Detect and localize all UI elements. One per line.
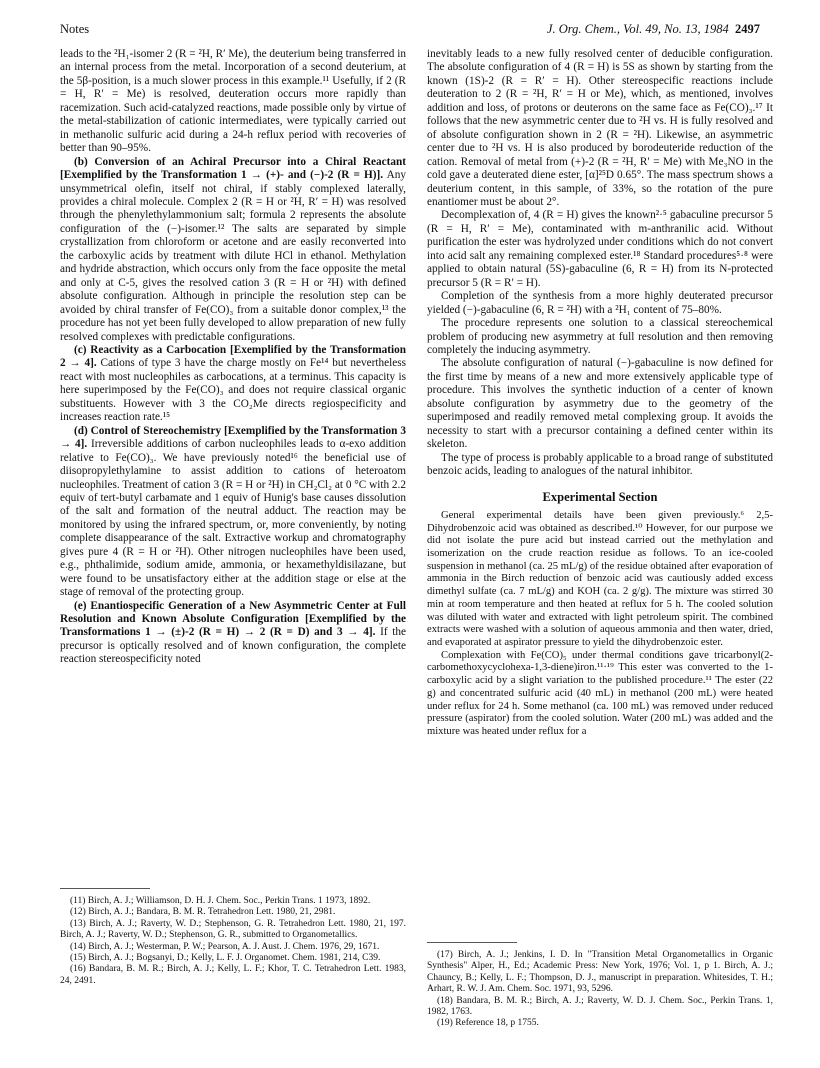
- footnote: (15) Birch, A. J.; Bogsanyi, D.; Kelly, L. F. J. Organomet. Chem. 1981, 214, C39.: [70, 953, 381, 964]
- subsection-text: If the precursor is optically resolved and of known configuration, the complete reaction stereospecificity noted: [60, 626, 406, 666]
- section-label: Notes: [60, 22, 90, 36]
- right-column: [427, 48, 773, 739]
- subsection-d: [60, 425, 406, 600]
- journal-citation: [547, 22, 760, 37]
- journal-name: J. Org. Chem., Vol. 49, No. 13, 1984: [546, 22, 729, 36]
- paragraph: leads to the ²H₁-isomer 2 (R = ²H, R′ Me), the deuterium being transferred in an internal process from the metal. Incorporation of a second deuterium, at the 5β-position, is a much slower process in this example.¹¹ Usefully, if 2 (R = H, R′ = Me) is resolved, deuteration occurs more rapidly than racemization. Such acid-catalyzed reactions, made possible only by virtue of the metal-stabilization of cationic intermediates, were typically carried out in methanolic sulfuric acid during a 24-h reflux period with recoveries of better than 90–95%.: [60, 48, 406, 155]
- footnote-divider: [427, 942, 517, 943]
- footnotes-right: [427, 950, 773, 1030]
- experimental-paragraph: Complexation with Fe(CO)₅ under thermal conditions gave tricarbonyl(2-carbomethoxycyclohexa-1,3-diene)iron.¹¹·¹⁹ This ester was converted to the 1-carboxylic acid by a slight variation to the published procedure.¹¹ The ester (22 g) and concentrated sulfuric acid (40 mL) in methanol (200 mL) were heated under reflux for 24 h. Some methanol (ca. 100 mL) was removed under reduced pressure (aspirator) from the cooled solution. Water (200 mL) was added and the mixture was heated under reflux for a: [427, 649, 773, 737]
- subsection-heading: (b) Conversion of an Achiral Precursor into a Chiral Reactant [Exemplified by the Transformation 1 → (+)- and (−)-2 (R = H)].: [60, 155, 406, 182]
- subsection-b: [60, 156, 406, 344]
- footnote: (14) Birch, A. J.; Westerman, P. W.; Pearson, A. J. Aust. J. Chem. 1976, 29, 1671.: [70, 941, 380, 952]
- subsection-e: [60, 600, 406, 667]
- page-number: 2497: [735, 22, 760, 36]
- paragraph: Decomplexation of, 4 (R = H) gives the known²·⁵ gabaculine precursor 5 (R = H, R′ = Me), contaminated with m-anthranilic acid. Without purification the ester was hydrolyzed under conditions which do not convert into acid salt any remaining complexed ester.¹⁸ Standard procedures⁵·⁸ were applied to obtain natural (5S)-gabaculine (6, R = H) from its N-protected precursor 5 (R = R′ = H).: [427, 209, 773, 289]
- page-header: [52, 22, 768, 40]
- subsection-text: Irreversible additions of carbon nucleophiles leads to α-exo addition relative to Fe(CO)₃. We have previously noted¹⁶ the beneficial use of diisopropylethylamine to assist addition to cations of heteroatom nucleophiles. Treatment of cation 3 (R = H or ²H) in CH₂Cl₂ at 0 °C with 2.2 equiv of tert-butyl carbamate and 1 equiv of Hunig's base causes dissolution of the salt and formation of the neutral adduct. The reaction may be monitored by using the infrared spectrum, or, more conveniently, by noting complete disappearance of the salt. Extractive workup and chromatography gives pure 4 (R = H or ²H). Other nitrogen nucleophiles have been used, e.g., phthalimide, sodium amide, ammonia, or hexamethyldisilazane, but were found to be unsatisfactory either at the addition stage or else at the stage of removal of the protecting group.: [60, 438, 406, 599]
- paragraph: The procedure represents one solution to a classical stereochemical problem of producing new asymmetry at full resolution and then removing completely the inducing asymmetry.: [427, 317, 773, 356]
- footnote: (13) Birch, A. J.; Raverty, W. D.; Stephenson, G. R. Tetrahedron Lett. 1980, 21, 197. Birch, A. J.; Raverty, W. D.; Stephenson, G. R., submitted to Organometallics.: [60, 918, 406, 941]
- footnote: (18) Bandara, B. M. R.; Birch, A. J.; Raverty, W. D. J. Chem. Soc., Perkin Trans. 1, 1982, 1763.: [427, 995, 773, 1018]
- experimental-paragraph: General experimental details have been given previously.⁶ 2,5-Dihydrobenzoic acid was obtained as described.¹⁰ However, for our purpose we did not isolate the pure acid but instead carried out the methylation and isomerization on the crude reaction residue as follows. To an ice-cooled suspension in methanol (ca. 25 mL/g) of the residue obtained after evaporation of ammonia in the Birch reduction of benzoic acid was cautiously added excess dimethyl sulfate (ca. 7 mL/g) and KOH (ca. 2 g/g). The mixture was stirred 30 min at room temperature and then heated at reflux for 5 h. The cooled solution was diluted with water and extracted with light petroleum spirit. The combined extracts were washed with a solution of aqueous ammonia and then water, dried, and evaporated at aspirator pressure to yield the dihydrobenzoic ester.: [427, 509, 773, 648]
- footnote: (17) Birch, A. J.; Jenkins, I. D. In "Transition Metal Organometallics in Organic Synthesis" Alper, H., Ed.; Academic Press: New York, 1976; Vol. 1, p 1. Birch, A. J.; Chauncy, B.; Kelly, L. F.; Thompson, D. J., manuscript in preparation. Whitesides, T. H.; Arhart, R. W. J. Am. Chem. Soc. 1971, 93, 5296.: [427, 950, 773, 995]
- left-column: [60, 48, 406, 667]
- footnote: (16) Bandara, B. M. R.; Birch, A. J.; Kelly, L. F.; Khor, T. C. Tetrahedron Lett. 1983, 24, 2491.: [60, 964, 406, 986]
- paragraph: The absolute configuration of natural (−)-gabaculine is now defined for the first time by means of a new and more extensively applicable type of procedure. This involves the synthetic induction of a center of known absolute configuration by asymmetry due to the geometry of the superimposed and readily removed metal complexing group. It avoids the necessity to start with a precursor containing a defined center within its skeleton.: [427, 357, 773, 451]
- footnote-divider: [60, 888, 150, 889]
- subsection-text: Cations of type 3 have the charge mostly on Fe¹⁴ but nevertheless react with most nucleophiles as carbocations, at a terminus. This capacity is here superimposed by the Fe(CO)₃ and does not require classical organic substituents. However with 3 the CO₂Me directs regiospecificity and increases reaction rate.¹⁵: [60, 357, 407, 424]
- subsection-text: Any unsymmetrical olefin, itself not chiral, if stably complexed laterally, provides a chiral molecule. Complex 2 (R = H or ²H, R′ = H) was resolved through the phenylethylammonium salt; formula 2 represents the absolute configuration of the (−)-isomer.¹² The salts are separated by simple crystallization from chloroform or acetone and are easily reconverted into the carboxylic acids by treatment with dilute HCl in ethanol. Methylation and hydride abstraction, which occurs only from the face opposite the metal and only at C-5, gives the resolved cation 3 (R = H or ²H) with defined absolute configuration. Although in principle the resolution step can be avoided by chiral transfer of Fe(CO)₃ from a suitable donor complex,¹³ the procedure has not yet been fully developed to allow preparation of new fully resolved complexes with predictable configurations.: [60, 169, 406, 343]
- footnote: (19) Reference 18, p 1755.: [437, 1018, 539, 1029]
- subsection-heading: (d) Control of Stereochemistry [Exemplified by the Transformation 3 → 4].: [60, 424, 406, 451]
- paragraph: Completion of the synthesis from a more highly deuterated precursor yielded (−)-gabaculine (6, R = ²H) with a ²H₁ content of 75–80%.: [427, 290, 773, 316]
- footnote: (12) Birch, A. J.; Bandara, B. M. R. Tetrahedron Lett. 1980, 21, 2981.: [70, 907, 336, 918]
- paragraph: inevitably leads to a new fully resolved center of deducible configuration. The absolute configuration of 4 (R = H) is 5S as shown by starting from the known (1S)-2 (R = R′ = H). Other stereospecific reactions include deuteration to 2 (R = ²H, R′ = H or Me), which, as mentioned, involves addition and loss, of protons or deuterons on the same face as Fe(CO)₃.¹⁷ It follows that the new asymmetric center due to ²H vs. H is fully resolved and of absolute configuration shown in 2 (R = ²H). Likewise, an asymmetric center due to ²H vs. H is also produced by borodeuteride reduction of the cation. Removal of metal from (+)-2 (R = ²H, R′ = Me) with Me₃NO in the cold gave a deuterated diene ester, [α]²⁵D 0.65°. The mass spectrum shows a deuterium content, in this sample, of 33%, so the rotation of the pure enantiomer must be about 2°.: [427, 48, 773, 208]
- subsection-c: [60, 344, 406, 425]
- paragraph: The type of process is probably applicable to a broad range of substituted benzoic acids, leading to analogues of the natural inhibitor.: [427, 451, 773, 478]
- subsection-heading: (e) Enantiospecific Generation of a New Asymmetric Center at Full Resolution and Known Absolute Configuration [Exemplified by the Transformations 1 → (±)-2 (R = H) → 2 (R = D) and 3 → 4].: [60, 599, 406, 639]
- section-heading: Experimental Section: [542, 489, 658, 504]
- footnote: (11) Birch, A. J.; Williamson, D. H. J. Chem. Soc., Perkin Trans. 1 1973, 1892.: [70, 896, 371, 906]
- subsection-heading: (c) Reactivity as a Carbocation [Exemplified by the Transformation 2 → 4].: [60, 343, 406, 370]
- footnotes-left: [60, 896, 406, 987]
